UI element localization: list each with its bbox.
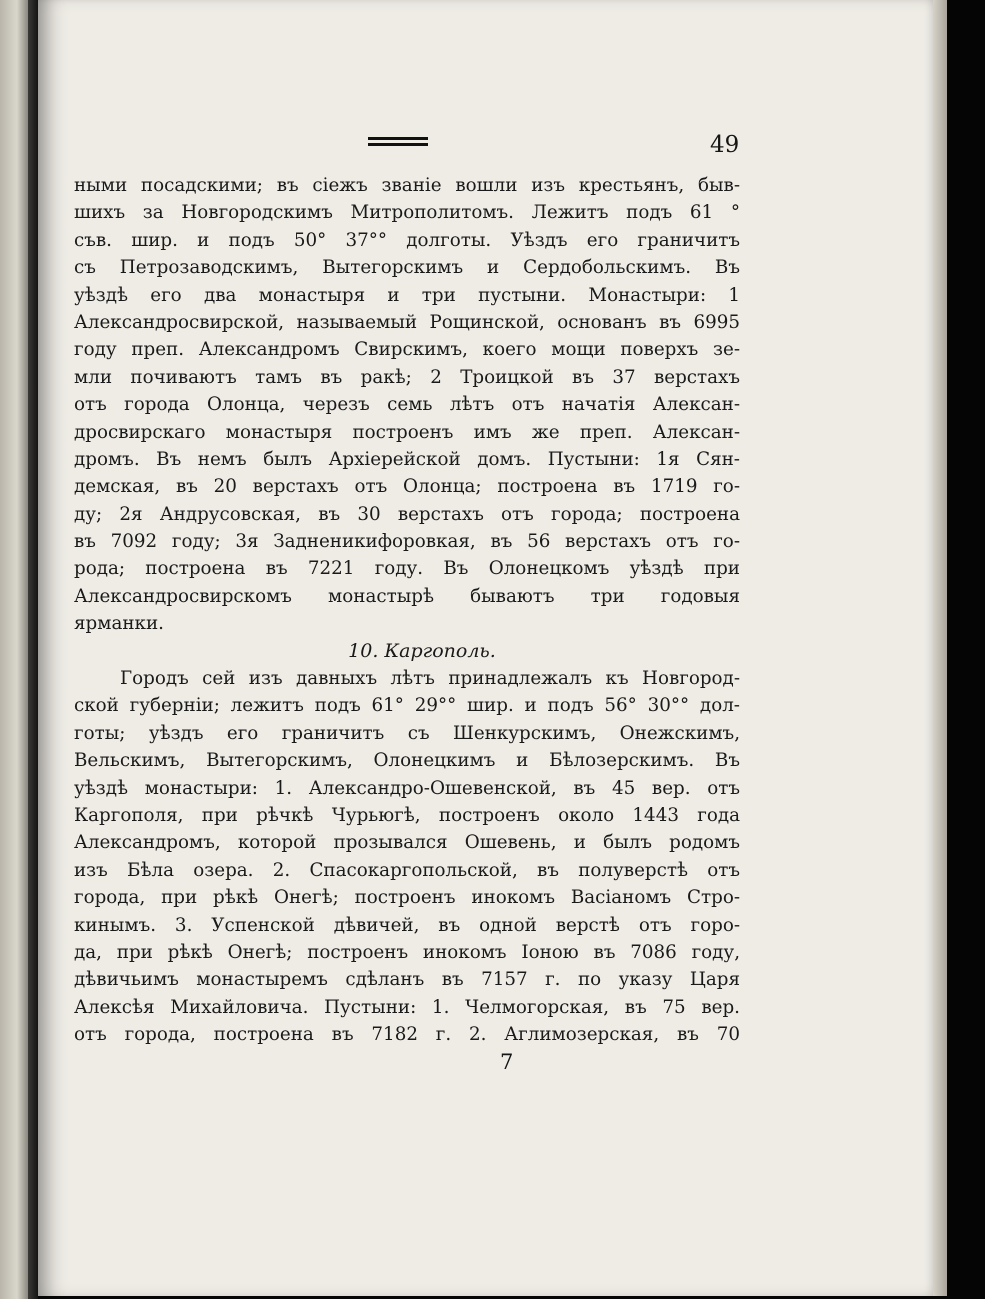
text-line: дѣвичьимъ монастыремъ сдѣланъ въ 7157 г. по указу Царя (74, 969, 740, 991)
text-line: отъ города, построена въ 7182 г. 2. Аглимозерская, въ 70 (74, 1024, 740, 1046)
text-line: Каргополя, при рѣчкѣ Чурьюгѣ, построенъ около 1443 года (74, 804, 740, 826)
text-line: Александросвирскомъ монастырѣ бываютъ три годовыя (74, 585, 740, 607)
text-line: готы; уѣздъ его граничитъ съ Шенкурскимъ, Онежскимъ, (74, 722, 740, 744)
text-line: да, при рѣкѣ Онегѣ; построенъ инокомъ Іоною въ 7086 году, (74, 941, 740, 963)
text-line: рода; построена въ 7221 году. Въ Олонецкомъ уѣздѣ при (74, 558, 740, 580)
paragraph-2 (74, 665, 740, 1048)
text-line: въ 7092 году; 3я Задненикифоровкая, въ 56 верстахъ отъ го- (74, 531, 740, 553)
text-line: уѣздѣ его два монастыря и три пустыни. Монастыри: 1 (74, 284, 740, 306)
text-line: ными посадскими; въ сіежъ званіе вошли изъ крестьянъ, быв- (74, 175, 740, 196)
text-line: мли почиваютъ тамъ въ ракѣ; 2 Троицкой въ 37 верстахъ (74, 366, 740, 388)
section-heading: 10. Каргополь. (348, 639, 496, 662)
text-line: уѣздѣ монастыри: 1. Александро-Ошевенской, въ 45 вер. отъ (74, 777, 740, 799)
text-line: Александромъ, которой прозывался Ошевень, и былъ родомъ (74, 832, 740, 854)
facing-page-edge (0, 0, 28, 1299)
text-line: Городъ сей изъ давныхъ лѣтъ принадлежалъ къ Новгород- (120, 668, 740, 690)
header-double-rule (368, 137, 428, 149)
text-line: кинымъ. 3. Успенской дѣвичей, въ одной верстѣ отъ горо- (74, 914, 740, 936)
text-line: Александросвирской, называемый Рощинской, основанъ въ 6995 (74, 311, 740, 333)
signature-mark: 7 (500, 1050, 514, 1074)
text-line: ярманки. (74, 613, 164, 635)
text-line: ской губерніи; лежитъ подъ 61° 29°° шир. и подъ 56° 30°° дол- (74, 695, 740, 717)
page-number: 49 (710, 132, 740, 158)
text-line: Алексѣя Михайловича. Пустыни: 1. Челмогорская, въ 75 вер. (74, 996, 740, 1018)
text-line: демская, въ 20 верстахъ отъ Олонца; построена въ 1719 го- (74, 476, 740, 498)
page-stack-edge (933, 0, 947, 1296)
text-line: ду; 2я Андрусовская, въ 30 верстахъ отъ города; построена (74, 503, 740, 525)
text-line: съ Петрозаводскимъ, Вытегорскимъ и Сердобольскимъ. Въ (74, 257, 740, 279)
text-line: году преп. Александромъ Свирскимъ, коего мощи поверхъ зе- (74, 339, 740, 361)
text-line: города, при рѣкѣ Онегѣ; построенъ инокомъ Васіаномъ Стро- (74, 887, 740, 909)
text-line: дросвирскаго монастыря построенъ имъ же преп. Алексан- (74, 421, 740, 443)
paragraph-1 (74, 172, 740, 638)
text-line: шихъ за Новгородскимъ Митрополитомъ. Лежитъ подъ 61 ° (74, 202, 740, 224)
book-gutter (28, 0, 38, 1299)
text-line: Вельскимъ, Вытегорскимъ, Олонецкимъ и Бѣлозерскимъ. Въ (74, 750, 740, 772)
page-text (74, 172, 740, 1049)
text-line: отъ города Олонца, черезъ семь лѣтъ отъ начатія Алексан- (74, 394, 740, 416)
text-line: изъ Бѣла озера. 2. Спасокаргопольской, въ полуверстѣ отъ (74, 859, 740, 881)
text-line: дромъ. Въ немъ былъ Архіерейской домъ. Пустыни: 1я Сян- (74, 448, 740, 470)
text-line: съв. шир. и подъ 50° 37°° долготы. Уѣздъ его граничитъ (74, 229, 740, 251)
